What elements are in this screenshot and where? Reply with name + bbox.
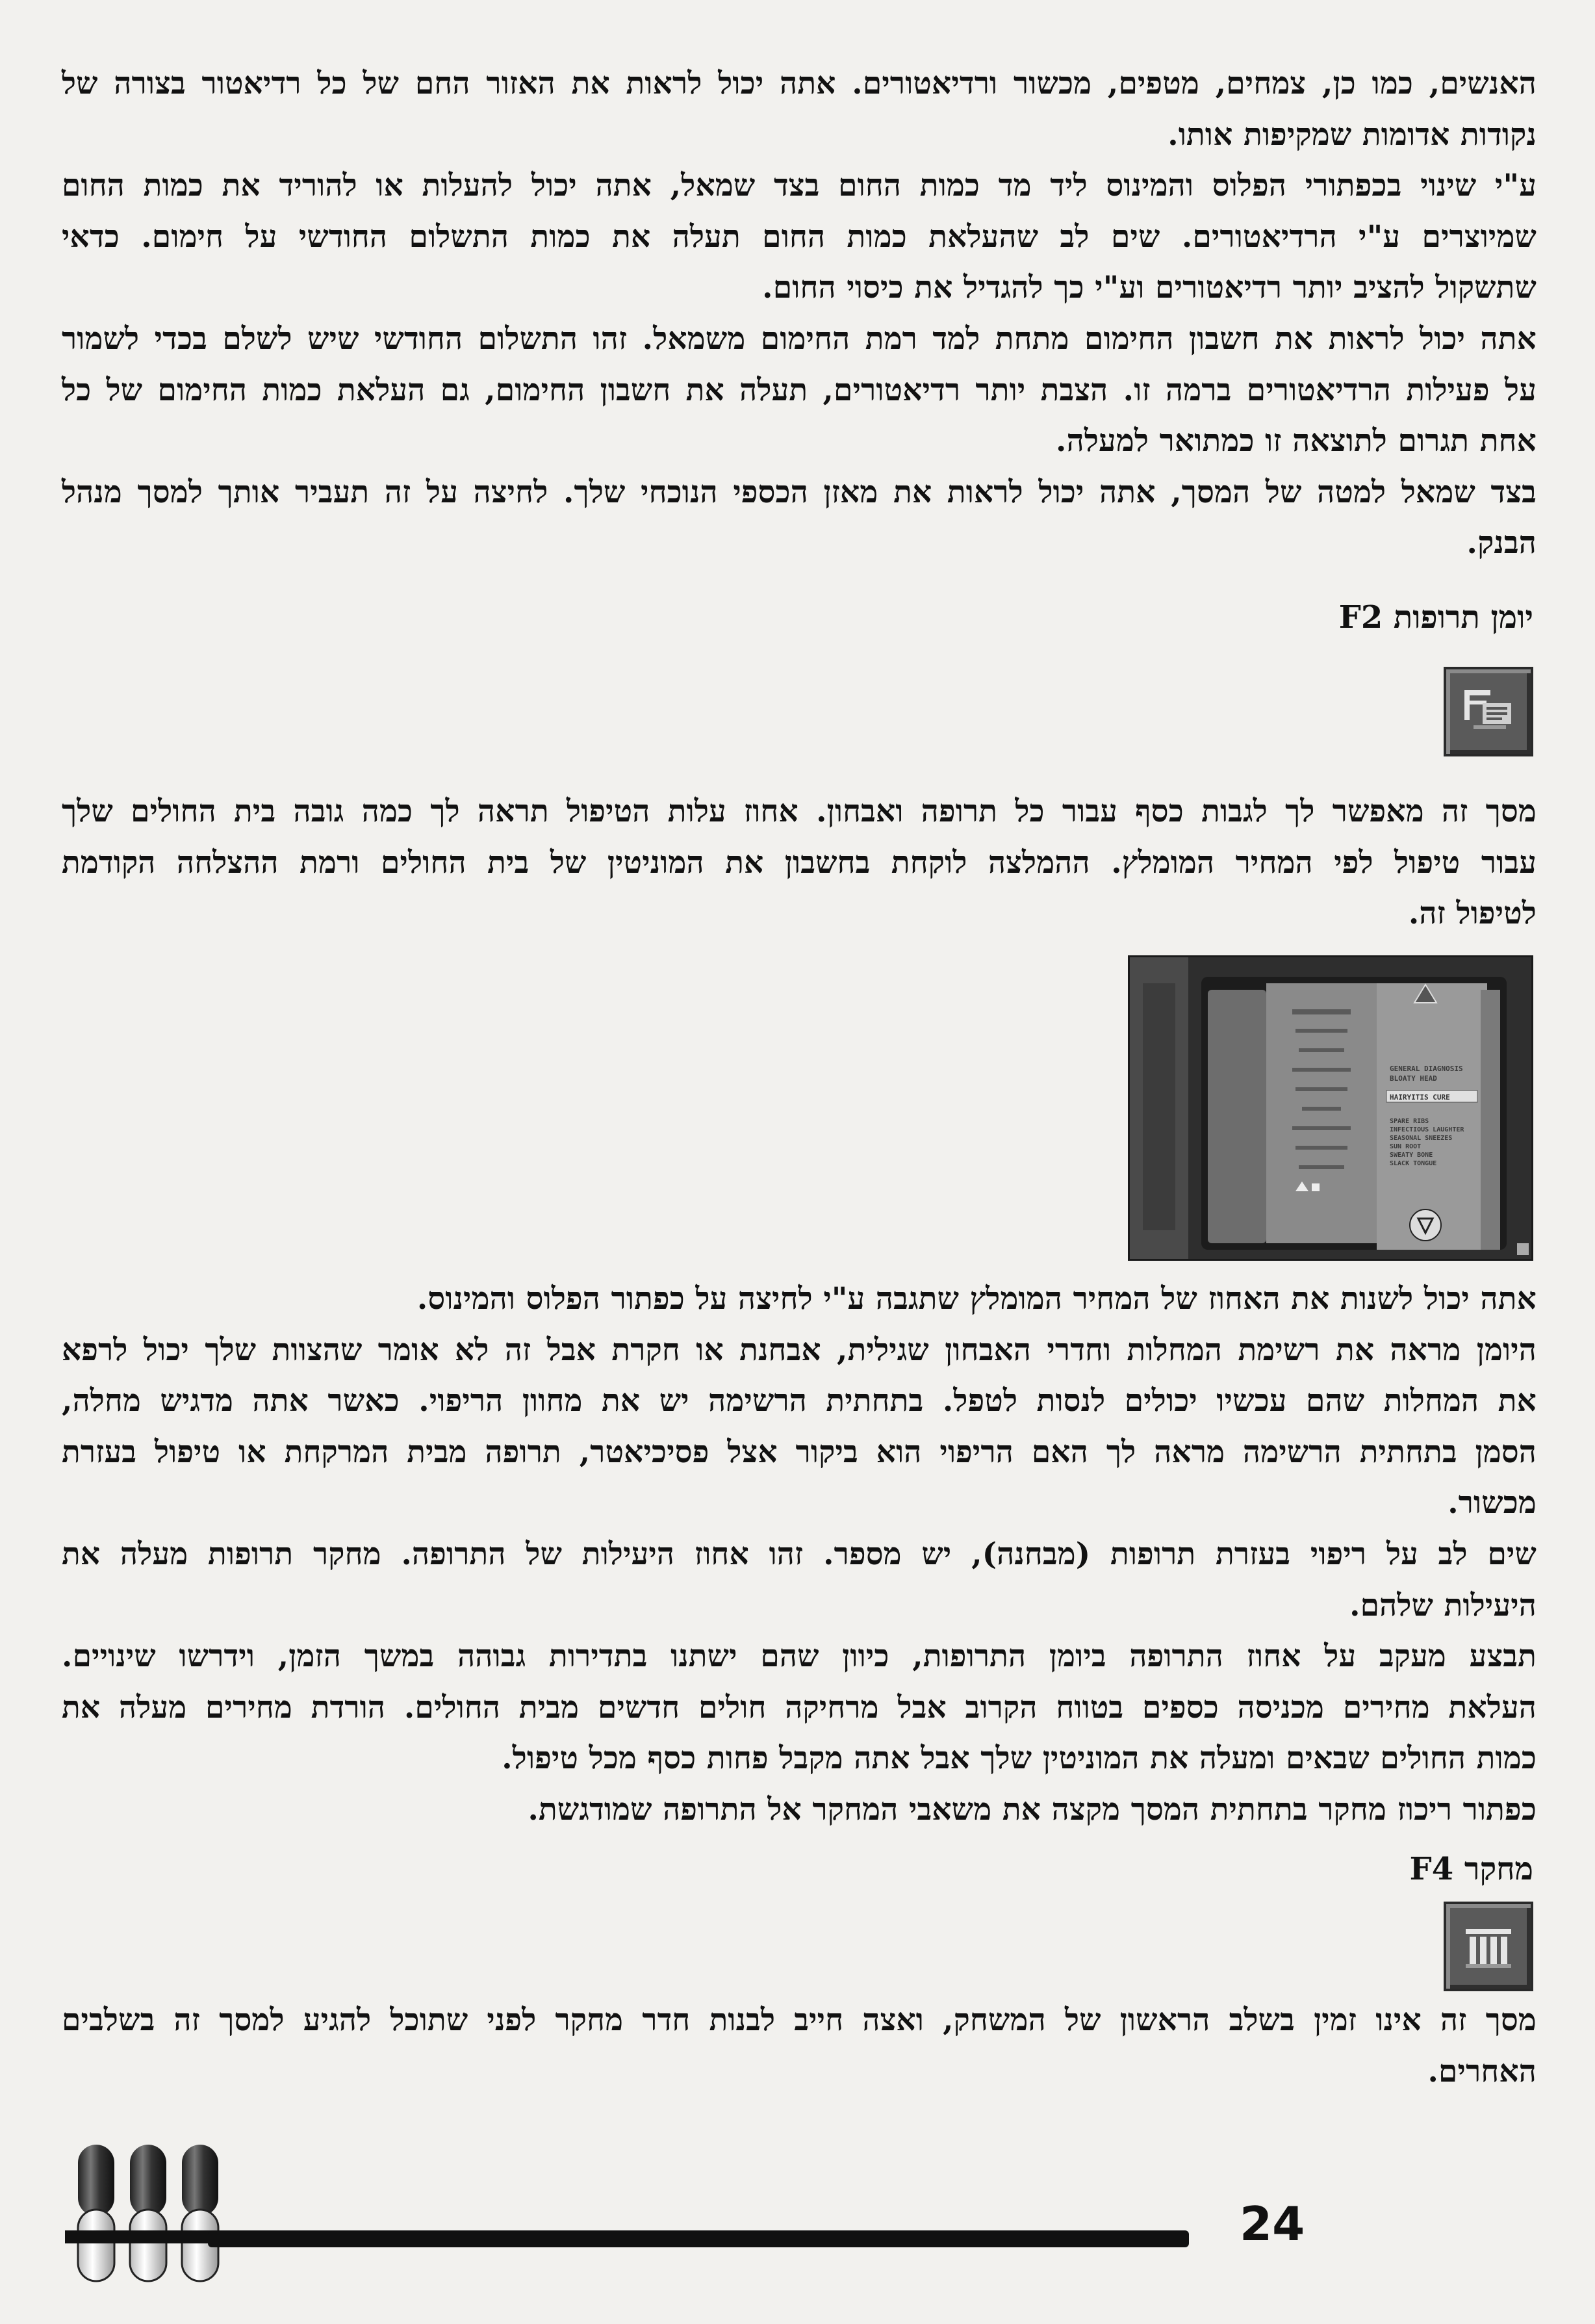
- text-line: אתה יכול לראות את חשבון החימום מתחת למד רמת החימום משמאל. זהו התשלום החודשי שיש לשלם בכדי לשמור: [62, 320, 1537, 357]
- text-line: העלאת מחירים מכניסה כספים בטווח הקרוב אבל מרחיקה חולים חדשים מבית החולים. הורדת מחירים מעלה את: [62, 1689, 1537, 1725]
- screenshot-text: SPARE RIBS: [1390, 1118, 1429, 1125]
- section-heading-f2: יומן תרופות F2: [1338, 599, 1533, 636]
- screenshot-text: GENERAL DIAGNOSIS: [1390, 1065, 1463, 1073]
- screenshot-text: INFECTIOUS LAUGHTER: [1390, 1126, 1464, 1133]
- intro-text: [62, 58, 1537, 569]
- text-line: היעילות שלהם.: [1349, 1587, 1537, 1623]
- text-line: האחרים.: [1427, 2053, 1537, 2089]
- capsule-pills-icon: [65, 2138, 234, 2297]
- page-number: 24: [1240, 2197, 1305, 2251]
- screenshot-text: SEASONAL SNEEZES: [1390, 1135, 1453, 1142]
- text-line: מסך זה אינו זמין בשלב הראשון של המשחק, ואצה חייב לבנות חדר מחקר לפני שתוכל להגיע למסך זה בשלבים: [62, 2002, 1537, 2038]
- text-line: האנשים, כמו כן, צמחים, מטפים, מכשור ורדיאטורים. אתה יכול לראות את האזור החם של כל רדיאטור בצורה של: [62, 66, 1537, 101]
- screenshot-text: SLACK TONGUE: [1390, 1160, 1437, 1167]
- research-icon: [1444, 1902, 1533, 1991]
- text-line: מסך זה מאפשר לך לגבות כסף עבור כל תרופה ואבחון. אחוז עלות הטיפול תראה לך כמה גובה בית החולים שלך: [62, 794, 1537, 829]
- text-line: ע"י שינוי בכפתורי הפלוס והמינוס ליד מד כמות החום בצד שמאל, אתה יכול להעלות או להוריד את כמות החום: [62, 168, 1537, 204]
- text-line: כפתור ריכוז מחקר בתחתית המסך מקצה את משאבי המחקר אל התרופה שמודגשת.: [528, 1791, 1537, 1827]
- text-line: בצד שמאל למטה של המסך, אתה יכול לראות את מאזן הכספי הנוכחי שלך. לחיצה על זה תעביר אותך למסך מנהל: [62, 474, 1537, 510]
- drug-casebook-screenshot: [1128, 955, 1533, 1261]
- text-line: הבנק.: [1466, 525, 1537, 562]
- text-line: אחת תגרום לתוצאה זו כמתואר למעלה.: [1056, 423, 1537, 459]
- text-line: היומן מראה את רשימת המחלות וחדרי האבחון שגילית, אבחנת או חקרת אבל זה לא אומר שהצוות שלך יכול לרפא: [62, 1332, 1537, 1368]
- f4-description: [62, 1995, 1537, 2097]
- section-heading-f4: מחקר F4: [1409, 1851, 1533, 1887]
- text-line: על פעילות הרדיאטורים ברמה זו. הצבת יותר רדיאטורים, תעלה את חשבון החימום, גם העלאת כמות החימום של כל: [62, 372, 1537, 408]
- text-line: תבצע מעקב על אחוז התרופה ביומן התרופות, כיוון שהם ישתנו בתדירות גבוהה במשך הזמן, וידרשו שינויים.: [62, 1638, 1537, 1675]
- screenshot-text: BLOATY HEAD: [1390, 1074, 1437, 1083]
- text-line: לטיפול זה.: [1408, 896, 1537, 932]
- text-line: שים לב על ריפוי בעזרת תרופות (מבחנה), יש מספר. זהו אחוז היעילות של התרופה. מחקר תרופות מעלה את: [62, 1536, 1537, 1572]
- footer-rule: [208, 2230, 1189, 2247]
- f2-description: [62, 786, 1537, 940]
- text-line: נקודות אדומות שמקיפות אותו.: [1168, 116, 1537, 153]
- prescription-icon: [1444, 667, 1533, 756]
- text-line: הסמן בתחתית הרשימה מראה לך האם הריפוי הוא ביקור אצל פסיכיאטר, תרופה מבית המרקחת או טיפול בעזרת: [62, 1434, 1537, 1470]
- f2-details: [62, 1274, 1537, 1836]
- text-line: עבור טיפול לפי המחיר המומלץ. ההמלצה לוקחת בחשבון את המוניטין של בית החולים ורמת ההצלחה הקודמת: [62, 844, 1537, 881]
- text-line: שמיוצרים ע"י הרדיאטורים. שים לב שהעלאת כמות החום תעלה את כמות התשלום החודשי על חימום. כדאי: [62, 218, 1537, 255]
- screenshot-text: SWEATY BONE: [1390, 1152, 1433, 1159]
- text-line: אתה יכול לשנות את האחוז של המחיר המומלץ שתגבה ע"י לחיצה על כפתור הפלוס והמינוס.: [416, 1281, 1537, 1317]
- screenshot-selected-item: HAIRYITIS CURE: [1390, 1093, 1450, 1102]
- screenshot-text: SUN ROOT: [1390, 1143, 1422, 1150]
- text-line: שתשקול להציב יותר רדיאטורים וע"י כך להגדיל את כיסוי החום.: [762, 270, 1537, 306]
- text-line: את המחלות שהם עכשיו יכולים לנסות לטפל. בתחתית הרשימה יש את מחוון הריפוי. כאשר אתה מדגיש מחלה,: [62, 1383, 1537, 1419]
- text-line: מכשור.: [1448, 1485, 1537, 1521]
- text-line: כמות החולים שבאים ומעלה את המוניטין שלך אבל אתה מקבל פחות כסף מכל טיפול.: [502, 1740, 1537, 1777]
